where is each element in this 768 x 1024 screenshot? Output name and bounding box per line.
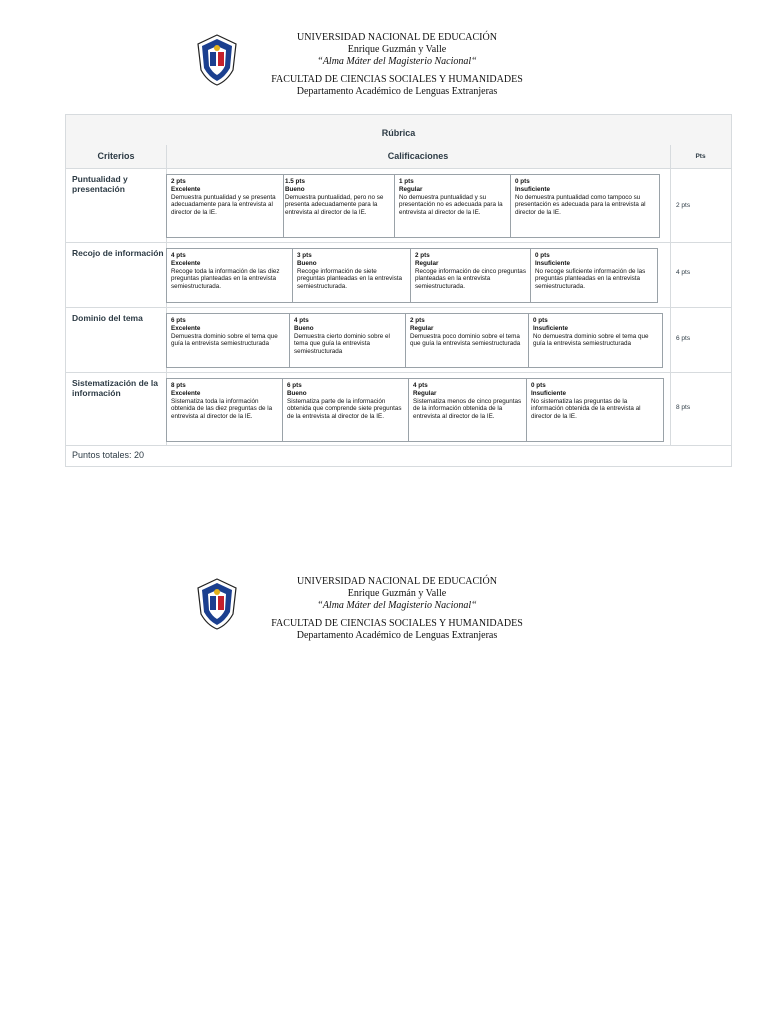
rating-description: Sistematiza menos de cinco preguntas de la información obtenida de la entrevista al director de la IE.: [413, 397, 522, 421]
rating-points: 1.5 pts: [285, 178, 305, 185]
rating-cell: [529, 314, 662, 367]
rating-label: Regular: [410, 324, 434, 332]
letterhead: [0, 574, 768, 654]
faculty-name: FACULTAD DE CIENCIAS SOCIALES Y HUMANIDADES: [271, 74, 523, 85]
rating-description: No demuestra puntualidad y su presentación no es adecuada para la entrevista al director de la IE.: [399, 193, 503, 217]
rating-label: Bueno: [297, 259, 317, 267]
university-subname: Enrique Guzmán y Valle: [347, 44, 447, 55]
letterhead: [0, 30, 768, 110]
rubric-row: [66, 307, 731, 373]
rating-group: [166, 248, 658, 303]
criterion-points: 2 pts: [676, 202, 691, 209]
rating-label: Bueno: [287, 389, 307, 397]
department-name: Departamento Académico de Lenguas Extranjeras: [296, 86, 498, 97]
ratings-header: Calificaciones: [387, 151, 449, 161]
rating-description: No demuestra puntualidad como tampoco su presentación es adecuada para la entrevista al director de la IE.: [515, 193, 646, 217]
rating-description: No sistematiza las preguntas de la información obtenida de la entrevista al director de la IE.: [531, 397, 641, 421]
rating-group: [166, 313, 663, 368]
rating-cell: [283, 379, 409, 441]
rating-points: 0 pts: [533, 317, 548, 324]
rating-cell: [395, 175, 511, 237]
rubric-row: [66, 242, 731, 308]
university-subname: Enrique Guzmán y Valle: [347, 588, 447, 599]
rubric-table: [65, 114, 732, 467]
criterion-points: 4 pts: [676, 269, 691, 276]
rating-description: No recoge suficiente información de las preguntas planteadas en la entrevista semiestructurada.: [535, 267, 646, 291]
rating-label: Insuficiente: [515, 185, 550, 193]
university-seal-icon: [196, 578, 238, 630]
total-points: Puntos totales: 20: [72, 450, 145, 460]
university-name: UNIVERSIDAD NACIONAL DE EDUCACIÓN: [297, 576, 497, 587]
rating-points: 4 pts: [171, 252, 186, 259]
rating-label: Excelente: [171, 389, 201, 397]
rubric-title: Rúbrica: [66, 115, 731, 146]
rating-points: 0 pts: [515, 178, 530, 185]
rating-points: 3 pts: [297, 252, 312, 259]
rating-cell: [406, 314, 529, 367]
rating-points: 2 pts: [410, 317, 425, 324]
criterion-label: Recojo de información: [72, 248, 164, 258]
rating-description: Recoge información de cinco preguntas planteadas en la entrevista semiestructurada.: [415, 267, 526, 291]
rating-cell: [409, 379, 527, 441]
rating-description: Sistematiza toda la información obtenida de las diez preguntas de la entrevista al director de la IE.: [171, 397, 273, 421]
rating-label: Insuficiente: [531, 389, 566, 397]
rating-cell: [290, 314, 406, 367]
department-name: Departamento Académico de Lenguas Extranjeras: [296, 630, 498, 641]
rating-cell: [167, 175, 284, 237]
rating-label: Bueno: [294, 324, 314, 332]
rating-points: 4 pts: [413, 382, 428, 389]
rating-description: Demuestra cierto dominio sobre el tema que guía la entrevista semiestructurada: [294, 332, 390, 356]
rating-description: Recoge información de siete preguntas planteadas en la entrevista semiestructurada.: [297, 267, 403, 291]
rating-cell: [511, 175, 659, 237]
rating-points: 2 pts: [171, 178, 186, 185]
rating-cell: [284, 175, 395, 237]
rating-label: Regular: [415, 259, 439, 267]
rating-description: Demuestra puntualidad, pero no se presenta adecuadamente para la entrevista al director de la IE.: [285, 193, 384, 217]
rubric-row: [66, 372, 731, 446]
university-seal-icon: [196, 34, 238, 86]
rating-description: Demuestra poco dominio sobre el tema que guía la entrevista semiestructurada: [410, 332, 521, 348]
rating-cell: [167, 379, 283, 441]
rating-label: Insuficiente: [535, 259, 570, 267]
rating-label: Regular: [399, 185, 423, 193]
rating-points: 1 pts: [399, 178, 414, 185]
rating-points: 0 pts: [531, 382, 546, 389]
rating-points: 6 pts: [287, 382, 302, 389]
rating-points: 4 pts: [294, 317, 309, 324]
rating-description: No demuestra dominio sobre el tema que guía la entrevista semiestructurada: [533, 332, 649, 348]
rating-cell: [527, 379, 663, 441]
criterion-points: 6 pts: [676, 335, 691, 342]
rating-label: Regular: [413, 389, 437, 397]
rating-cell: [531, 249, 657, 302]
university-motto: “Alma Máter del Magisterio Nacional“: [317, 600, 477, 611]
criterion-points: 8 pts: [676, 404, 691, 411]
rating-cell: [411, 249, 531, 302]
rating-group: [166, 378, 664, 442]
pts-header: Pts: [695, 153, 706, 160]
criterion-label: Puntualidad y presentación: [72, 174, 128, 194]
university-name: UNIVERSIDAD NACIONAL DE EDUCACIÓN: [297, 32, 497, 43]
rating-label: Insuficiente: [533, 324, 568, 332]
rating-label: Excelente: [171, 324, 201, 332]
rating-cell: [293, 249, 411, 302]
rating-group: [166, 174, 660, 238]
rating-description: Recoge toda la información de las diez preguntas planteadas en la entrevista semiestructurada.: [171, 267, 280, 291]
rating-points: 8 pts: [171, 382, 186, 389]
rating-label: Excelente: [171, 185, 201, 193]
university-motto: “Alma Máter del Magisterio Nacional“: [317, 56, 477, 67]
rating-points: 6 pts: [171, 317, 186, 324]
rating-description: Demuestra puntualidad y se presenta adecuadamente para la entrevista al director de la IE.: [171, 193, 276, 217]
rating-description: Sistematiza parte de la información obtenida que comprende siete preguntas de la entrevista al director de la IE.: [287, 397, 402, 421]
rating-points: 2 pts: [415, 252, 430, 259]
criterion-label: Dominio del tema: [72, 313, 143, 323]
rating-label: Excelente: [171, 259, 201, 267]
criteria-header: Criterios: [97, 151, 135, 161]
rating-points: 0 pts: [535, 252, 550, 259]
faculty-name: FACULTAD DE CIENCIAS SOCIALES Y HUMANIDADES: [271, 618, 523, 629]
rating-cell: [167, 314, 290, 367]
rating-cell: [167, 249, 293, 302]
rating-label: Bueno: [285, 185, 305, 193]
criterion-label: Sistematización de la información: [72, 378, 158, 398]
rubric-row: [66, 168, 731, 243]
rating-description: Demuestra dominio sobre el tema que guía la entrevista semiestructurada: [171, 332, 278, 348]
